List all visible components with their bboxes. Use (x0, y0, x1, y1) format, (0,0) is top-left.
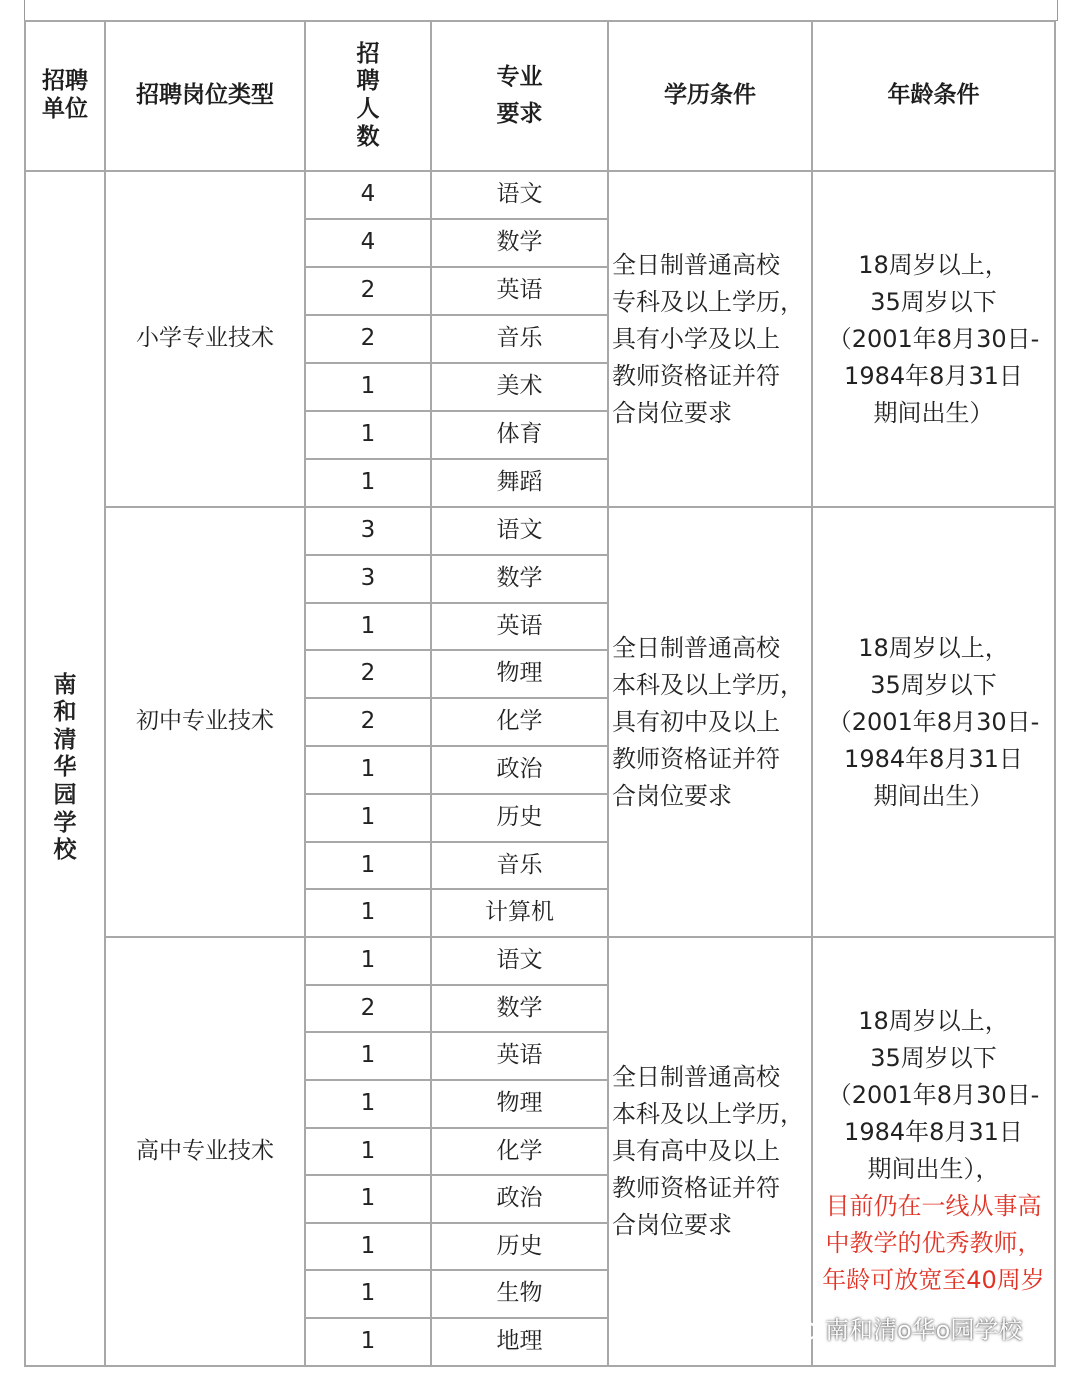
unit-name-cell (25, 171, 105, 1366)
education-line: 专科及以上学历， (612, 287, 804, 316)
major-cell: 数学 (431, 985, 608, 1033)
watermark (785, 1310, 1022, 1344)
unit-name-char: 学 (53, 809, 77, 836)
count-cell: 4 (305, 219, 431, 267)
major-cell: 舞蹈 (431, 459, 608, 507)
major-cell: 音乐 (431, 315, 608, 363)
count-cell: 1 (305, 603, 431, 651)
post-type-cell: 初中专业技术 (105, 507, 305, 937)
count-cell: 3 (305, 507, 431, 555)
age-note-line: 目前仍在一线从事高 (825, 1192, 1042, 1221)
wechat-icon (785, 1312, 819, 1342)
count-cell: 2 (305, 698, 431, 746)
education-line: 合岗位要求 (612, 398, 732, 427)
age-line: 35周岁以下 (870, 670, 997, 699)
count-cell: 3 (305, 555, 431, 603)
major-cell: 历史 (431, 794, 608, 842)
count-cell: 1 (305, 363, 431, 411)
header-post-type: 招聘岗位类型 (105, 21, 305, 171)
header-unit: 招聘 单位 (25, 21, 105, 171)
age-line: （2001年8月30日- (827, 324, 1040, 353)
education-line: 具有初中及以上 (612, 707, 780, 736)
age-line: 1984年8月31日 (844, 1118, 1023, 1147)
header-age: 年龄条件 (812, 21, 1055, 171)
age-line: 18周岁以上， (858, 633, 1009, 662)
education-line: 合岗位要求 (612, 1210, 732, 1239)
count-cell: 1 (305, 1175, 431, 1223)
education-cell (608, 507, 812, 937)
post-type-cell: 小学专业技术 (105, 171, 305, 507)
education-line: 全日制普通高校 (612, 633, 780, 662)
post-type-cell: 高中专业技术 (105, 937, 305, 1365)
age-cell (812, 507, 1055, 937)
age-cell (812, 937, 1055, 1365)
major-cell: 语文 (431, 507, 608, 555)
unit-name-char: 和 (53, 699, 77, 726)
age-line: 1984年8月31日 (844, 744, 1023, 773)
major-cell: 体育 (431, 411, 608, 459)
age-cell (812, 171, 1055, 507)
count-cell: 1 (305, 1270, 431, 1318)
header-row (25, 21, 1055, 171)
education-cell (608, 171, 812, 507)
count-cell: 1 (305, 889, 431, 937)
age-line: 1984年8月31日 (844, 361, 1023, 390)
education-cell (608, 937, 812, 1365)
age-line: 35周岁以下 (870, 287, 997, 316)
age-note-line: 年龄可放宽至40周岁 (822, 1266, 1045, 1295)
major-cell: 计算机 (431, 889, 608, 937)
education-line: 教师资格证并符 (612, 1173, 780, 1202)
age-line: （2001年8月30日- (827, 1081, 1040, 1110)
major-cell: 地理 (431, 1318, 608, 1366)
age-line: 期间出生） (873, 398, 994, 427)
age-note-line: 中教学的优秀教师， (825, 1229, 1042, 1258)
education-line: 教师资格证并符 (612, 744, 780, 773)
count-cell: 1 (305, 1128, 431, 1176)
major-cell: 化学 (431, 698, 608, 746)
recruitment-table (24, 20, 1056, 1367)
count-cell: 1 (305, 937, 431, 985)
table-row (25, 171, 1055, 219)
major-cell: 数学 (431, 219, 608, 267)
age-line: 18周岁以上， (858, 250, 1009, 279)
count-cell: 1 (305, 459, 431, 507)
count-cell: 1 (305, 794, 431, 842)
table-row (25, 507, 1055, 555)
major-cell: 政治 (431, 1175, 608, 1223)
count-cell: 1 (305, 842, 431, 890)
table-row (25, 937, 1055, 985)
education-line: 全日制普通高校 (612, 250, 780, 279)
education-line: 全日制普通高校 (612, 1062, 780, 1091)
education-line: 具有高中及以上 (612, 1136, 780, 1165)
count-cell: 2 (305, 985, 431, 1033)
major-cell: 物理 (431, 650, 608, 698)
count-cell: 1 (305, 1318, 431, 1366)
major-cell: 语文 (431, 171, 608, 219)
major-cell: 数学 (431, 555, 608, 603)
age-line: 期间出生） (873, 781, 994, 810)
age-line: （2001年8月30日- (827, 707, 1040, 736)
header-count: 招 聘 人 数 (305, 21, 431, 171)
unit-name-char: 南 (53, 671, 77, 698)
count-cell: 4 (305, 171, 431, 219)
top-border (24, 0, 1058, 21)
major-cell: 英语 (431, 603, 608, 651)
unit-name-char: 园 (53, 782, 77, 809)
header-major: 专业 要求 (431, 21, 608, 171)
age-line: 18周岁以上， (858, 1007, 1009, 1036)
count-cell: 2 (305, 650, 431, 698)
education-line: 教师资格证并符 (612, 361, 780, 390)
watermark-text: 南和清o华o园学校 (825, 1315, 1023, 1344)
age-line: 35周岁以下 (870, 1044, 997, 1073)
unit-name-char: 清 (53, 726, 77, 753)
count-cell: 2 (305, 315, 431, 363)
age-line: 期间出生）， (867, 1155, 1000, 1184)
header-education: 学历条件 (608, 21, 812, 171)
education-line: 合岗位要求 (612, 781, 732, 810)
major-cell: 音乐 (431, 842, 608, 890)
education-line: 本科及以上学历， (612, 670, 804, 699)
major-cell: 英语 (431, 1032, 608, 1080)
count-cell: 1 (305, 1080, 431, 1128)
major-cell: 历史 (431, 1223, 608, 1271)
count-cell: 1 (305, 746, 431, 794)
major-cell: 物理 (431, 1080, 608, 1128)
education-line: 具有小学及以上 (612, 324, 780, 353)
count-cell: 2 (305, 267, 431, 315)
count-cell: 1 (305, 1032, 431, 1080)
count-cell: 1 (305, 411, 431, 459)
unit-name-char: 华 (53, 754, 77, 781)
major-cell: 语文 (431, 937, 608, 985)
major-cell: 政治 (431, 746, 608, 794)
major-cell: 生物 (431, 1270, 608, 1318)
unit-name-char: 校 (53, 837, 77, 864)
education-line: 本科及以上学历， (612, 1099, 804, 1128)
major-cell: 英语 (431, 267, 608, 315)
major-cell: 美术 (431, 363, 608, 411)
count-cell: 1 (305, 1223, 431, 1271)
major-cell: 化学 (431, 1128, 608, 1176)
